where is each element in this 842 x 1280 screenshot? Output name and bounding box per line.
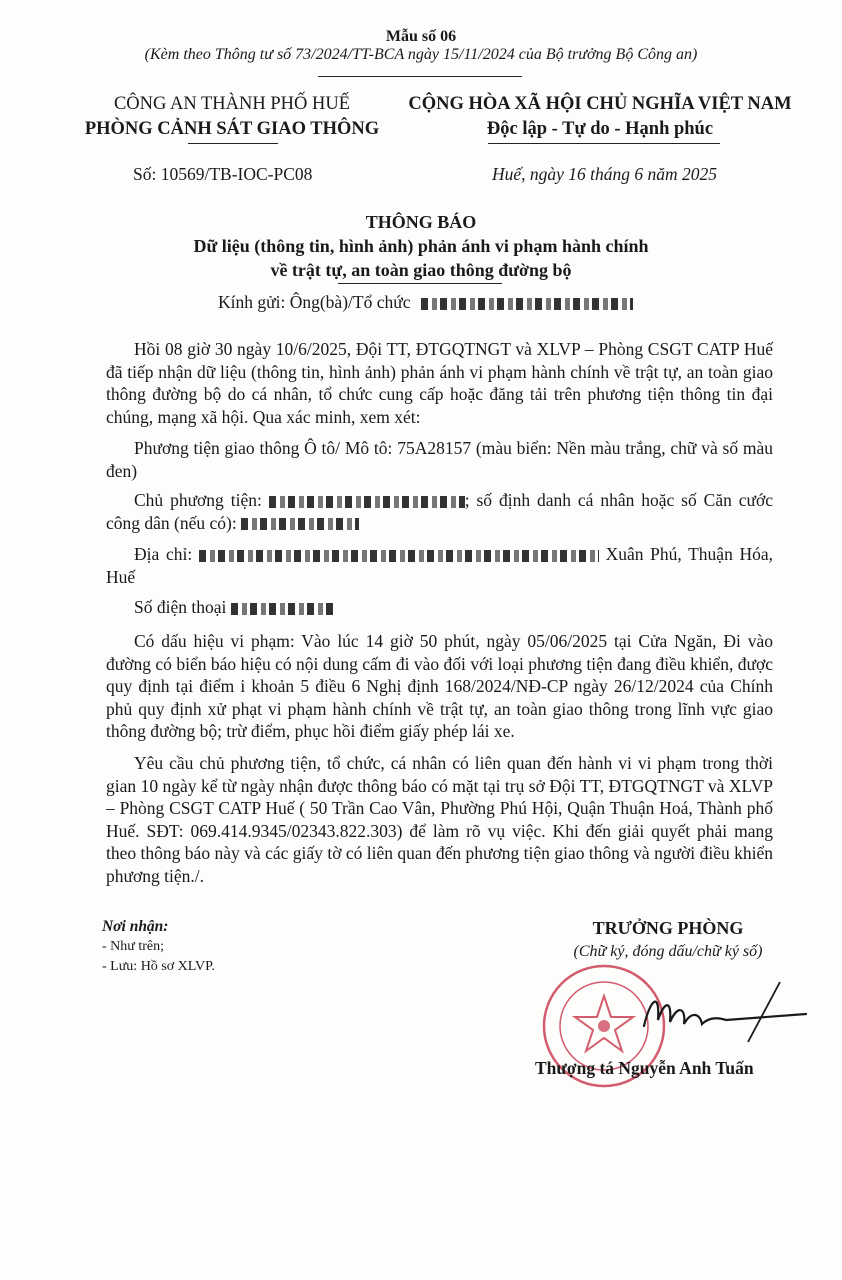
nation-name: CỘNG HÒA XÃ HỘI CHỦ NGHĨA VIỆT NAM <box>408 94 792 114</box>
recipient-label: Kính gửi: Ông(bà)/Tổ chức <box>218 292 411 312</box>
redacted-recipient <box>421 298 633 310</box>
national-header <box>398 92 802 142</box>
paragraph-owner: Chủ phương tiện: ; số định danh cá nhân hoặc số Căn cước công dân (nếu có): <box>106 490 774 533</box>
redacted-id-number <box>241 518 359 530</box>
signature-block <box>540 918 796 961</box>
paragraph-request: Yêu cầu chủ phương tiện, tổ chức, cá nhân có liên quan đến hành vi vi phạm trong thời gian 10 ngày kể từ ngày nhận được thông báo có mặt tại trụ sở Đội TT, ĐTGQTNGT và XLVP – Phòng CSGT CATP Huế ( 50 Trần Cao Vân, Phường Phú Hội, Quận Thuận Hoá, Thành phố Huế. SĐT: 069.414.9345/02343.822.303) để làm rõ vụ việc. Khi đến giải quyết phải mang theo thông báo này và các giấy tờ có liên quan đến phương tiện giao thông và người điều khiển phương tiện./. <box>106 753 773 886</box>
signature-note: (Chữ ký, đóng dấu/chữ ký số) <box>573 943 763 960</box>
divider <box>188 143 278 144</box>
title-sub-1: Dữ liệu (thông tin, hình ảnh) phản ánh vi phạm hành chính <box>193 236 649 256</box>
divider <box>318 76 522 77</box>
redacted-phone <box>231 603 335 615</box>
signer-name: Thượng tá Nguyễn Anh Tuấn <box>535 1058 754 1078</box>
form-number: Mẫu số 06 <box>385 28 457 45</box>
paragraph-violation: Có dấu hiệu vi phạm: Vào lúc 14 giờ 50 phút, ngày 05/06/2025 tại Cửa Ngăn, Đi vào đường có biển báo hiệu có nội dung cấm đi vào đối với loại phương tiện đang điều khiển, được quy định tại điểm i khoản 5 điều 6 Nghị định 168/2024/NĐ-CP ngày 26/12/2024 của Chính phủ quy định xử phạt vi phạm hành chính về trật tự, an toàn giao thông trong lĩnh vực giao thông đường bộ; trừ điểm, phục hồi điểm giấy phép lái xe. <box>106 631 773 741</box>
title-main: THÔNG BÁO <box>365 212 477 232</box>
recipients-item: - Như trên; <box>102 939 165 954</box>
redacted-address <box>199 550 599 562</box>
paragraph-vehicle: Phương tiện giao thông Ô tô/ Mô tô: 75A28157 (màu biển: Nền màu trắng, chữ và số màu đen) <box>106 438 773 481</box>
agency-parent: CÔNG AN THÀNH PHỐ HUẾ <box>113 94 351 114</box>
divider <box>338 283 502 284</box>
paragraph-intro: Hồi 08 giờ 30 ngày 10/6/2025, Đội TT, ĐTGQTNGT và XLVP – Phòng CSGT CATP Huế đã tiếp nhận dữ liệu (thông tin, hình ảnh) phản ánh vi phạm hành chính về trật tự, an toàn giao thông đường bộ do cá nhân, tổ chức cung cấp hoặc đăng tải trên phương tiện thông tin đại chúng, mạng xã hội. Qua xác minh, xem xét: <box>106 339 773 427</box>
handwritten-signature-icon <box>630 980 810 1050</box>
recipients-heading: Nơi nhận: <box>102 918 169 935</box>
recipients-block <box>102 917 215 977</box>
agency-name: PHÒNG CẢNH SÁT GIAO THÔNG <box>84 119 380 139</box>
place-date: Huế, ngày 16 tháng 6 năm 2025 <box>492 164 718 184</box>
title-sub-2: về trật tự, an toàn giao thông đường bộ <box>270 260 572 280</box>
signer-position: TRƯỞNG PHÒNG <box>592 918 744 938</box>
paragraph-address: Địa chỉ: Xuân Phú, Thuận Hóa, Huế <box>106 544 774 587</box>
document-number: Số: 10569/TB-IOC-PC08 <box>133 164 313 184</box>
redacted-owner <box>269 496 465 508</box>
document-title <box>0 210 842 282</box>
paragraph-phone: Số điện thoại <box>106 596 773 619</box>
form-reference: (Kèm theo Thông tư số 73/2024/TT-BCA ngày 15/11/2024 của Bộ trưởng Bộ Công an) <box>144 46 698 63</box>
recipients-item: - Lưu: Hồ sơ XLVP. <box>102 959 215 974</box>
motto: Độc lập - Tự do - Hạnh phúc <box>486 119 714 139</box>
recipient-line <box>218 292 633 313</box>
issuing-agency <box>62 92 402 142</box>
divider <box>488 143 720 144</box>
